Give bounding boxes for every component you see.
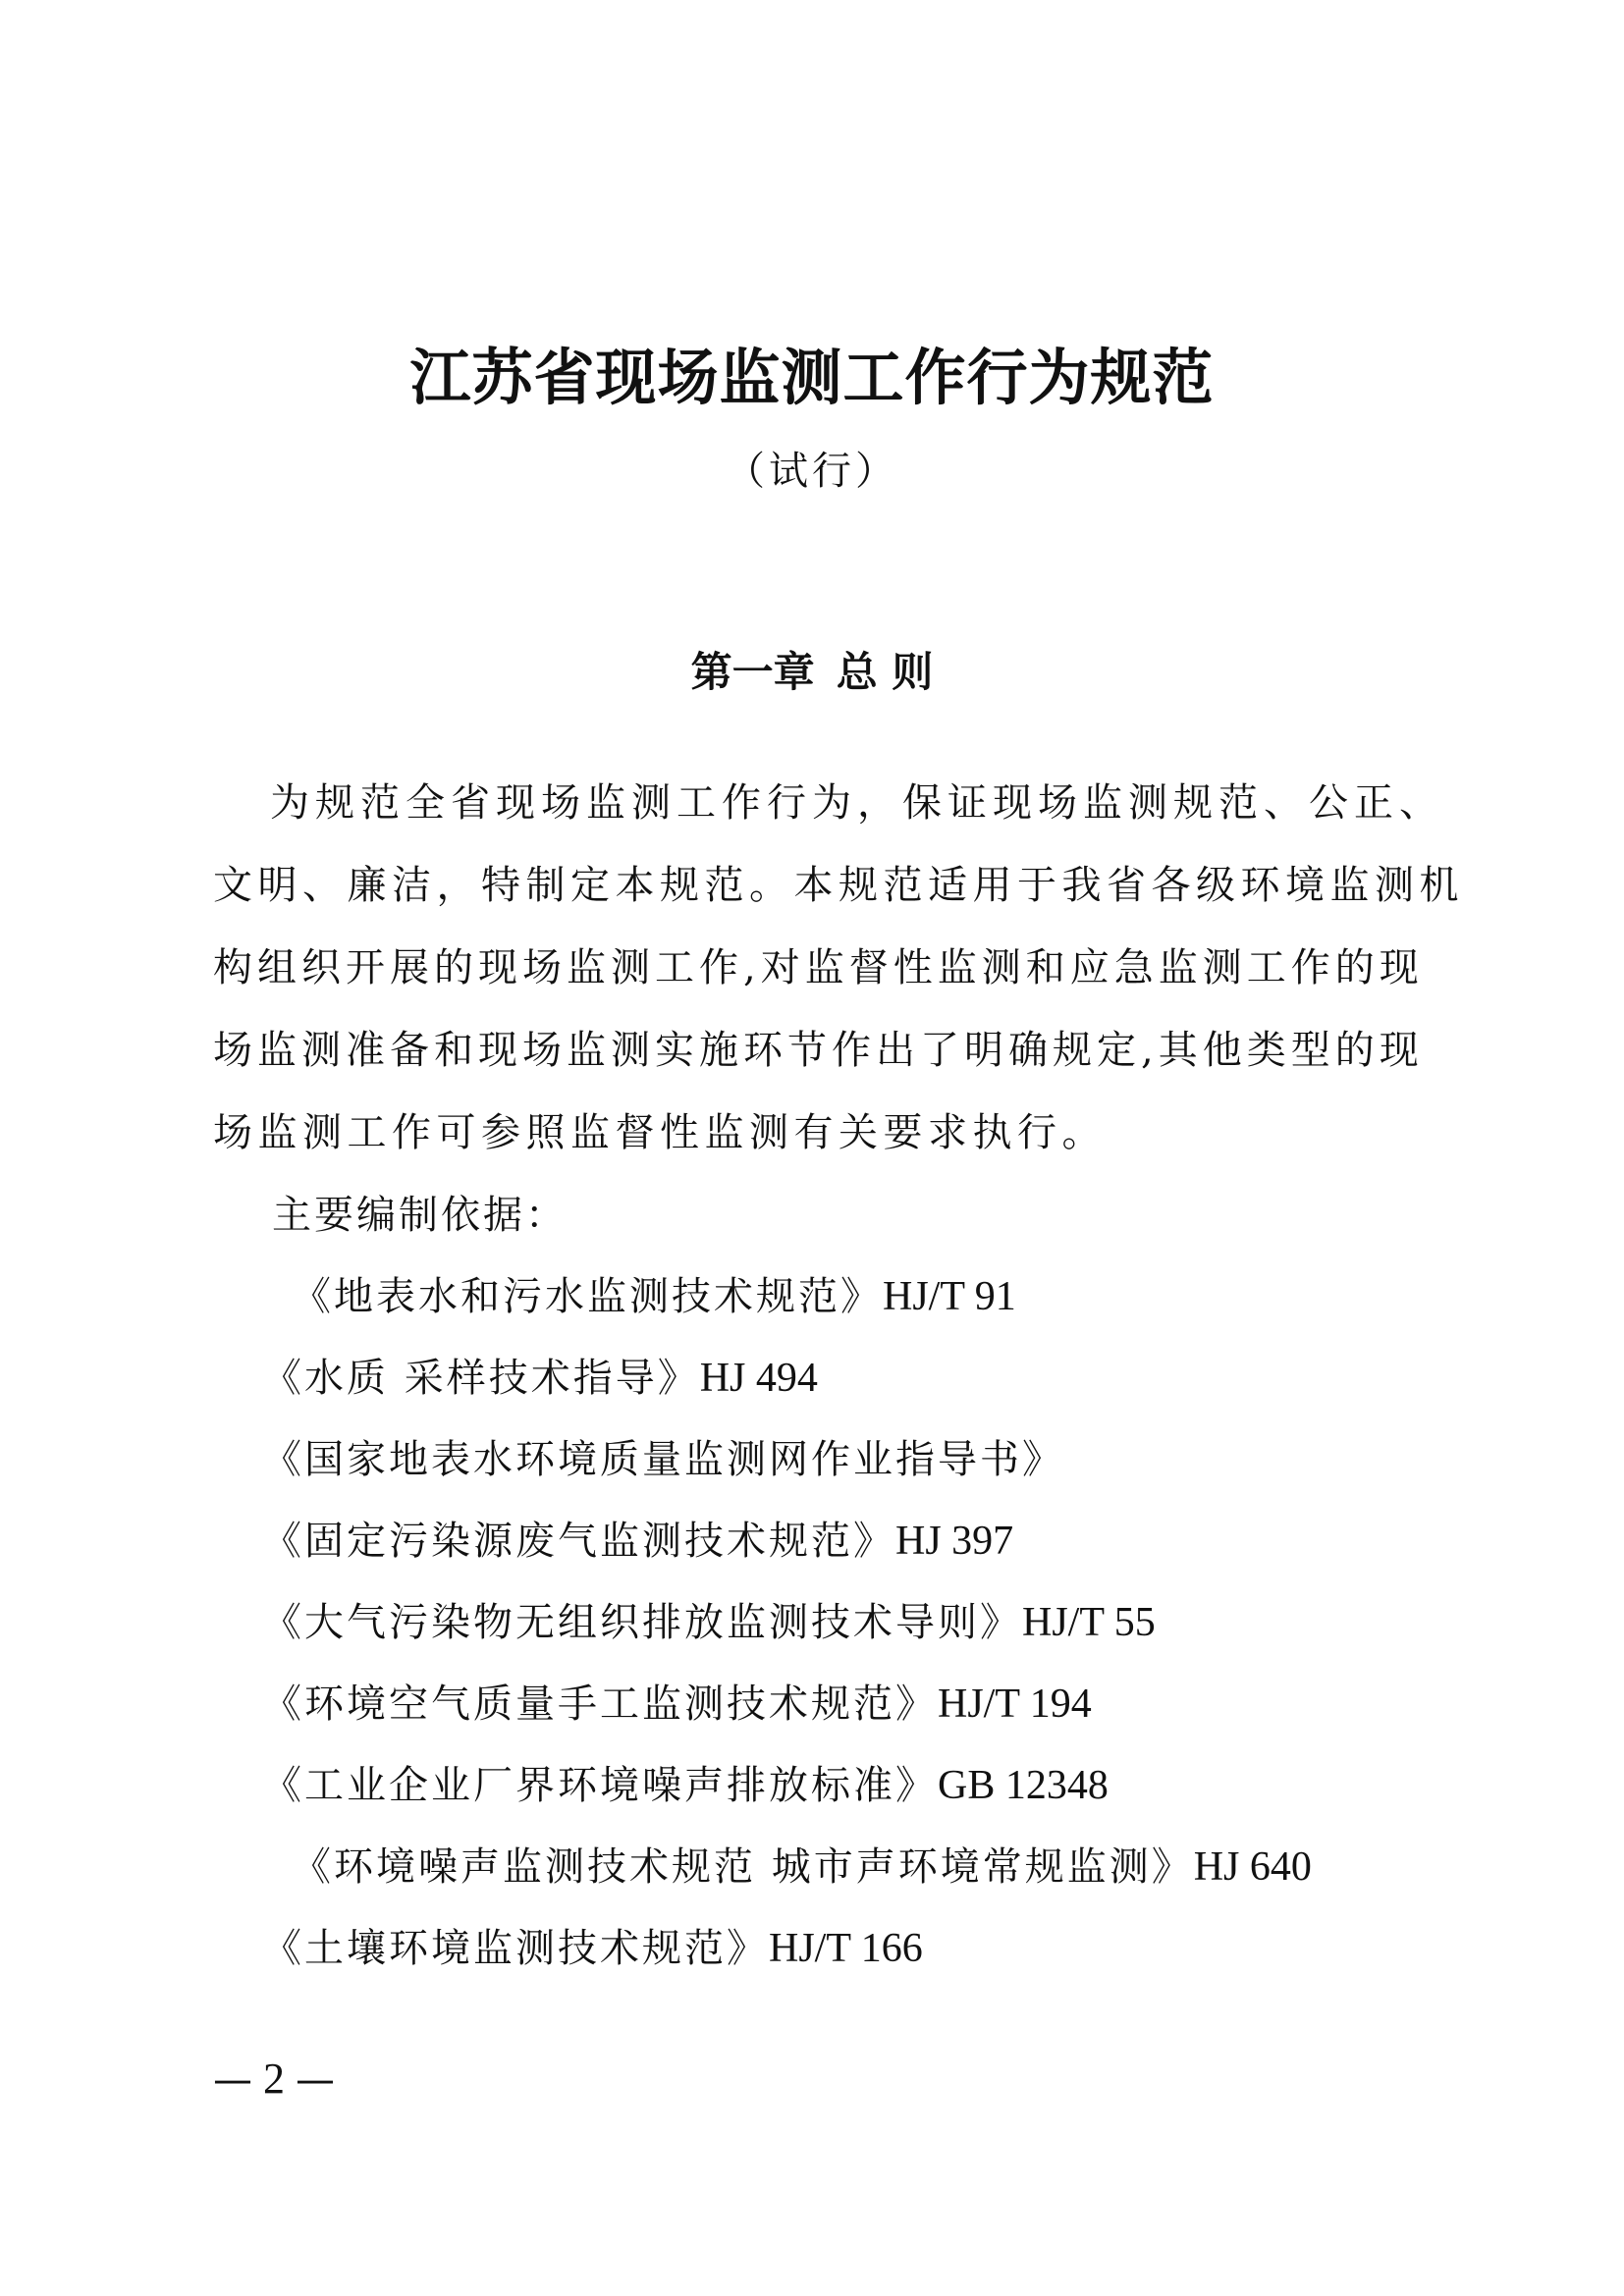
basis-item: [213, 1501, 1489, 1582]
basis-item-name: 《工业企业厂界环境噪声排放标准》: [262, 1763, 938, 1808]
paragraph-line: 场监测准备和现场监测实施环节作出了明确规定,其他类型的现: [213, 1028, 1424, 1073]
page-number-value: 2: [263, 2055, 285, 2103]
document-subtitle: （试行）: [726, 449, 898, 494]
basis-item-name: 《环境空气质量手工监测技术规范》: [262, 1682, 938, 1727]
paragraph-line: 文明、廉洁，特制定本规范。本规范适用于我省各级环境监测机: [213, 863, 1464, 908]
basis-list: [213, 1175, 1489, 1990]
basis-item-code: GB 12348: [938, 1763, 1109, 1808]
document-title: 江苏省现场监测工作行为规范: [409, 342, 1215, 413]
basis-item: [213, 1419, 1489, 1501]
basis-item-name: 《大气污染物无组织排放监测技术导则》: [262, 1600, 1022, 1645]
basis-item-code: HJ/T 55: [1022, 1600, 1156, 1645]
basis-item-code: HJ 494: [699, 1356, 818, 1401]
paragraph-line: 为规范全省现场监测工作行为，保证现场监测规范、公正、: [270, 780, 1444, 826]
page-number-dash-left: —: [213, 2057, 252, 2103]
basis-item-code: HJ/T 166: [769, 1926, 923, 1971]
paragraph-line: 构组织开展的现场监测工作,对监督性监测和应急监测工作的现: [213, 945, 1424, 990]
paragraph-line: 场监测工作可参照监督性监测有关要求执行。: [213, 1110, 1107, 1155]
basis-item-code: HJ/T 194: [938, 1682, 1092, 1727]
intro-paragraph: [213, 762, 1464, 1174]
basis-item: [213, 1827, 1489, 1908]
page-number-dash-right: —: [296, 2057, 335, 2103]
chapter-heading: [0, 643, 1624, 702]
basis-item-code: HJ 640: [1193, 1844, 1312, 1890]
basis-item: [213, 1664, 1489, 1745]
basis-item: [213, 1745, 1489, 1827]
chapter-number: 第一章: [690, 648, 815, 696]
basis-item: [213, 1338, 1489, 1419]
basis-item-name: 《固定污染源废气监测技术规范》: [262, 1519, 895, 1564]
basis-item-name: 《国家地表水环境质量监测网作业指导书》: [262, 1437, 1064, 1482]
basis-item-code: HJ/T 91: [883, 1274, 1016, 1319]
basis-item-name: 《环境噪声监测技术规范 城市声环境常规监测》: [292, 1844, 1194, 1890]
page-number: [213, 2050, 335, 2109]
basis-label: 主要编制依据：: [272, 1193, 568, 1238]
basis-item-name: 《土壤环境监测技术规范》: [262, 1926, 769, 1971]
basis-item: [213, 1908, 1489, 1990]
basis-item: [213, 1256, 1489, 1338]
basis-item-name: 《水质 采样技术指导》: [262, 1356, 700, 1401]
basis-item-name: 《地表水和污水监测技术规范》: [292, 1274, 883, 1319]
chapter-name: 总 则: [836, 648, 934, 696]
basis-item-code: HJ 397: [895, 1519, 1014, 1564]
basis-item: [213, 1582, 1489, 1664]
